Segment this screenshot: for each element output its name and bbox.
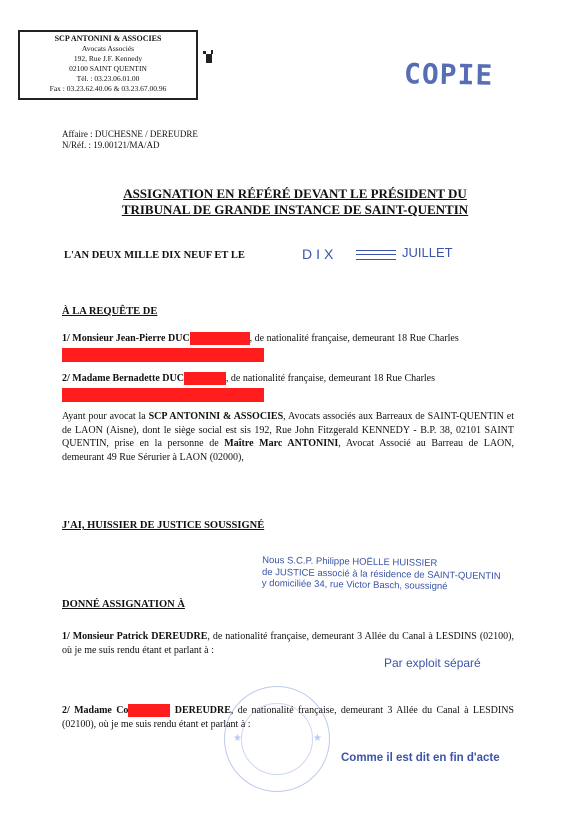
affaire-line: Affaire : DUCHESNE / DEREUDRE bbox=[62, 129, 198, 139]
requete-heading: À LA REQUÊTE DE bbox=[62, 306, 158, 317]
huissier-heading: J'AI, HUISSIER DE JUSTICE SOUSSIGNÉ bbox=[62, 520, 265, 531]
letterhead-line: Tél. : 03.23.06.01.00 bbox=[76, 74, 140, 83]
assignation-heading: DONNÉ ASSIGNATION À bbox=[62, 599, 185, 610]
copie-stamp: COPIE bbox=[403, 57, 494, 92]
title-line-1: ASSIGNATION EN RÉFÉRÉ DEVANT LE PRÉSIDENT DU bbox=[123, 186, 467, 201]
huissier-stamp-line: y domiciliée 34, rue Victor Basch, soussigné bbox=[261, 577, 448, 593]
plaintiff-2 bbox=[62, 372, 514, 402]
letterhead-line: 192, Rue J.F. Kennedy bbox=[73, 54, 143, 63]
redaction-box bbox=[62, 388, 264, 402]
avocat-name: Maître Marc ANTONINI bbox=[224, 438, 339, 449]
huissier-stamp bbox=[262, 555, 501, 594]
redaction-box bbox=[62, 348, 264, 362]
defendant-2 bbox=[62, 704, 514, 731]
defendant-2-service-note: Comme il est dit en fin d'acte bbox=[341, 752, 500, 764]
nref-line: N/Réf. : 19.00121/MA/AD bbox=[62, 140, 160, 150]
huissier-stamp-line: de JUSTICE associé à la résidence de SAINT-QUENTIN bbox=[261, 566, 501, 582]
redaction-box bbox=[184, 372, 226, 385]
plaintiff-1-details: , de nationalité française, demeurant 18 Rue Charles bbox=[249, 333, 459, 344]
letterhead-box bbox=[18, 30, 198, 100]
plaintiff-1-name: 1/ Monsieur Jean-Pierre DUC bbox=[62, 333, 190, 344]
defendant-2-name-a: 2/ Madame Co bbox=[62, 705, 129, 716]
avocat-text: Ayant pour avocat la bbox=[62, 411, 149, 422]
huissier-stamp-line: Nous S.C.P. Philippe HOËLLE HUISSIER bbox=[262, 554, 438, 569]
letterhead-line: 02100 SAINT QUENTIN bbox=[69, 64, 147, 73]
date-month-stamp: JUILLET bbox=[402, 245, 453, 260]
title-line-2: TRIBUNAL DE GRANDE INSTANCE DE SAINT-QUENTIN bbox=[121, 202, 469, 217]
document-title bbox=[60, 186, 530, 218]
date-prefix: L'AN DEUX MILLE DIX NEUF ET LE bbox=[64, 250, 245, 261]
plaintiff-2-name: 2/ Madame Bernadette DUC bbox=[62, 373, 184, 384]
letterhead-firm: SCP ANTONINI & ASSOCIES bbox=[54, 34, 162, 43]
redaction-box bbox=[190, 332, 250, 345]
avocat-text: , Avocats associés aux Barreaux de SAINT-QUENTIN et de LAON (Aisne), dont le siège social est sis 192, Rue John Fitzgerald KENNEDY - B.P. 38, 02101 SAINT QUENTIN, prise en la personne de bbox=[62, 411, 514, 449]
defendant-1-details: , de nationalité française, demeurant 3 Allée du Canal à LESDINS (02100), où je me suis rendu étant et parlant à : bbox=[62, 631, 514, 656]
defendant-2-details: , de nationalité française, demeurant 3 Allée du Canal à LESDINS (02100), où je me suis rendu étant et parlant à : bbox=[62, 705, 514, 730]
defendant-1-name: 1/ Monsieur Patrick DEREUDRE bbox=[62, 631, 208, 642]
avocat-paragraph bbox=[62, 410, 514, 464]
case-reference bbox=[62, 129, 198, 151]
date-day-stamp: DIX bbox=[302, 246, 338, 262]
defendant-1 bbox=[62, 630, 514, 657]
avocat-text: , Avocat Associé au Barreau de LAON, demeurant 49 Rue Sérurier à LAON (02000), bbox=[62, 438, 514, 463]
plaintiff-2-details: , de nationalité française, demeurant 18 Rue Charles bbox=[225, 373, 436, 384]
bailiff-seal-icon: ★ ★ bbox=[224, 686, 330, 792]
defendant-2-name-b: DEREUDRE bbox=[170, 705, 231, 716]
justice-emblem-icon bbox=[206, 54, 212, 63]
avocat-firm: SCP ANTONINI & ASSOCIES bbox=[148, 411, 284, 422]
letterhead-line: Fax : 03.23.62.40.06 & 03.23.67.00.96 bbox=[49, 84, 167, 93]
letterhead-line: Avocats Associés bbox=[81, 44, 135, 53]
redaction-box bbox=[128, 704, 170, 717]
defendant-1-service-note: Par exploit séparé bbox=[384, 656, 481, 670]
plaintiff-1 bbox=[62, 332, 514, 362]
date-separator-marks bbox=[356, 250, 396, 260]
